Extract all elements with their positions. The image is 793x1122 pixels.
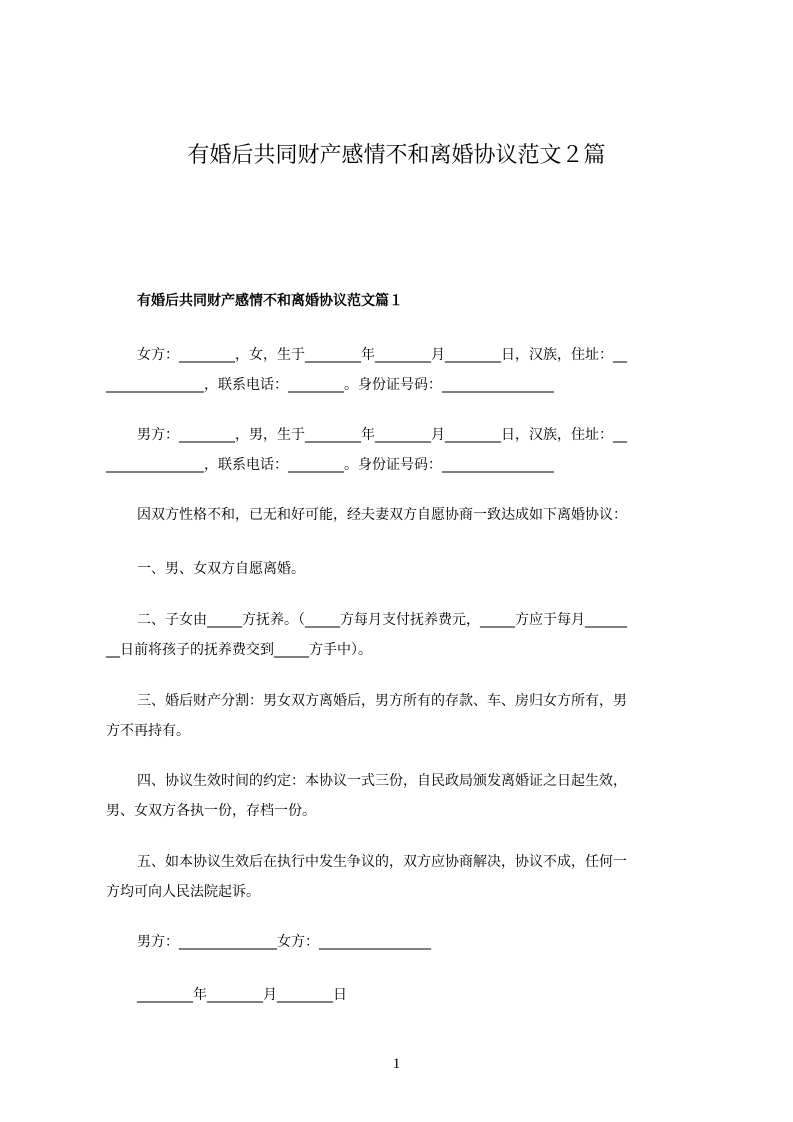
paragraph-line: ______________，联系电话：________。身份证号码：________________ xyxy=(106,377,554,393)
document-title: 有婚后共同财产感情不和离婚协议范文２篇 xyxy=(187,143,606,168)
paragraph-line: 四、协议生效时间的约定：本协议一式三份，自民政局颁发离婚证之日起生效， xyxy=(137,773,627,789)
paragraph-line: 一、男、女双方自愿离婚。 xyxy=(137,561,305,577)
paragraph-line: ______________，联系电话：________。身份证号码：________________ xyxy=(106,457,554,473)
section-heading: 有婚后共同财产感情不和离婚协议范文篇１ xyxy=(137,293,403,309)
page-number: 1 xyxy=(392,1056,401,1072)
clause-2 xyxy=(106,605,700,665)
paragraph-line: 五、如本协议生效后在执行中发生争议的，双方应协商解决，协议不成，任何一 xyxy=(137,854,627,870)
paragraph-line: 男方：______________女方：________________ xyxy=(137,934,431,950)
paragraph-husband-info xyxy=(106,420,700,480)
paragraph-line: __日前将孩子的抚养费交到_____方手中）。 xyxy=(106,642,372,658)
clause-1 xyxy=(106,554,700,584)
paragraph-line: 方不再持有。 xyxy=(106,723,190,739)
paragraph-line: 因双方性格不和，已无和好可能，经夫妻双方自愿协商一致达成如下离婚协议： xyxy=(137,507,627,523)
clause-4 xyxy=(106,766,700,826)
paragraph-line: 三、婚后财产分割：男女双方离婚后，男方所有的存款、车、房归女方所有，男 xyxy=(137,693,627,709)
paragraph-line: 男方：________，男，生于________年________月________日，汉族，住址：__ xyxy=(137,427,627,443)
clause-5 xyxy=(106,847,700,907)
date-line xyxy=(106,980,700,1010)
signature-line xyxy=(106,927,700,957)
paragraph-line: 女方：________，女，生于________年________月________日，汉族，住址：__ xyxy=(137,347,627,363)
paragraph-line: 方均可向人民法院起诉。 xyxy=(106,884,260,900)
paragraph-line: ________年________月________日 xyxy=(137,987,347,1003)
clause-3 xyxy=(106,686,700,746)
paragraph-preamble xyxy=(106,500,700,530)
paragraph-line: 二、子女由_____方抚养。（_____方每月支付抚养费元，_____方应于每月______ xyxy=(137,612,627,628)
paragraph-wife-info xyxy=(106,340,700,400)
paragraph-line: 男、女双方各执一份，存档一份。 xyxy=(106,803,316,819)
